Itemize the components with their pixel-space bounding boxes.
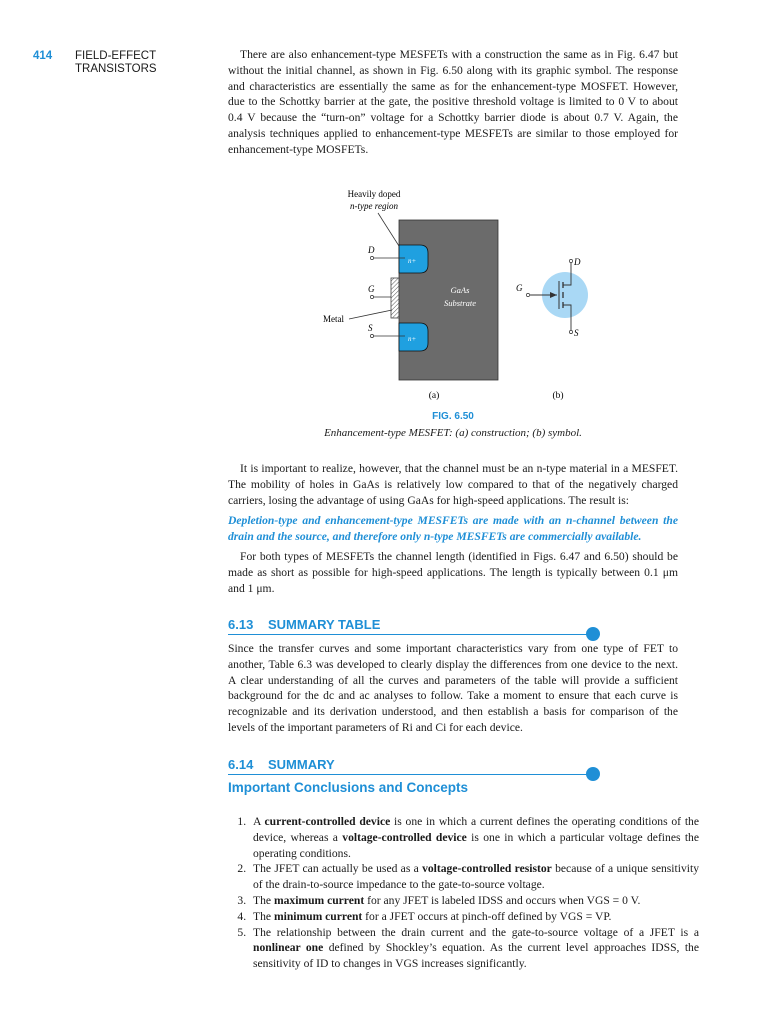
- list-item: 4. The minimum current for a JFET occurs at pinch-off defined by VGS = VP.: [249, 909, 699, 925]
- label-heavily-doped-1: Heavily doped: [347, 189, 401, 199]
- metal-gate: [391, 278, 399, 318]
- label-nplus-source: n+: [408, 335, 417, 343]
- symbol-source-terminal: [569, 330, 572, 333]
- label-d-construction: D: [368, 245, 375, 255]
- label-gaas: GaAs: [450, 285, 470, 295]
- drain-terminal: [370, 256, 373, 259]
- chapter-title: FIELD-EFFECT TRANSISTORS: [75, 50, 157, 75]
- label-nplus-drain: n+: [408, 257, 417, 265]
- para-channel: For both types of MESFETs the channel length (identified in Figs. 6.47 and 6.50) should be made as short as possible for high-speed applications. The length is typically between 0.1 μm and 1 μm.: [228, 550, 678, 595]
- symbol-gate-terminal: [526, 293, 529, 296]
- figure-caption-number: FIG. 6.50: [432, 411, 474, 422]
- label-s-construction: S: [368, 323, 373, 333]
- list-item: 2. The JFET can actually be used as a voltage-controlled resistor because of a unique sensitivity of the drain-to-source impedance to the gate-to-source voltage.: [249, 861, 699, 893]
- list-item: 5. The relationship between the drain current and the gate-to-source voltage of a JFET is a nonlinear one defined by Shockley’s equation. As the current level approaches IDSS, the sensitivity of ID to changes in VGS increases significantly.: [249, 925, 699, 972]
- label-s-symbol: S: [574, 328, 579, 338]
- section-6-13-heading: [228, 617, 688, 632]
- section-6-14-title: SUMMARY: [268, 757, 335, 772]
- section-6-13-rule: [228, 634, 593, 635]
- para-highlight: Depletion-type and enhancement-type MESFETs are made with an n-channel between the drain and the source, and therefore only n-type MESFETs are commercially available.: [228, 514, 678, 543]
- intro-paragraph: There are also enhancement-type MESFETs with a construction the same as in Fig. 6.47 but without the initial channel, as shown in Fig. 6.50 along with its graphic symbol. The response and characteristics are essentially the same as for the enhancement-type MOSFET. However, due to the Schottky barrier at the gate, the positive threshold voltage is limited to 0 V to about 0.4 V because the “turn-on” voltage for a Schottky barrier diode is about 0.7 V. Again, the analysis techniques applied to enhancement-type MESFETs are similar to those employed for enhancement-type MOSFETs.: [228, 48, 678, 156]
- figure-caption-text: Enhancement-type MESFET: (a) construction; (b) symbol.: [324, 427, 582, 439]
- label-metal: Metal: [323, 314, 344, 324]
- section-6-14-dot: [586, 767, 600, 781]
- page-number: 414: [33, 50, 53, 62]
- label-g-construction: G: [368, 284, 375, 294]
- para-realize: It is important to realize, however, that the channel must be an n-type material in a MESFET. The mobility of holes in GaAs is relatively low compared to that of the negatively charged carriers, losing the advantage of using GaAs for high-speed applications. The result is:: [228, 462, 678, 507]
- section-6-13-title: SUMMARY TABLE: [268, 617, 381, 632]
- label-b: (b): [552, 391, 564, 401]
- list-item: 3. The maximum current for any JFET is labeled IDSS and occurs when VGS = 0 V.: [249, 893, 699, 909]
- source-terminal: [370, 334, 373, 337]
- section-6-13-number: 6.13: [228, 617, 254, 632]
- list-item: 1. A current-controlled device is one in which a current defines the operating conditions of the device, whereas a voltage-controlled device is one in which a particular voltage defines the operating conditions.: [249, 814, 699, 861]
- label-a: (a): [428, 391, 440, 401]
- label-heavily-doped-2: n-type region: [350, 201, 398, 211]
- gate-terminal: [370, 295, 373, 298]
- section-6-14-number: 6.14: [228, 757, 254, 772]
- metal-pointer: [349, 310, 392, 319]
- label-g-symbol: G: [516, 283, 523, 293]
- section-6-14-heading: [228, 757, 688, 772]
- label-substrate: Substrate: [443, 298, 477, 308]
- subsection-title: Important Conclusions and Concepts: [228, 780, 469, 795]
- para-summary-table: Since the transfer curves and some important characteristics vary from one type of FET to another, Table 6.3 was developed to clearly display the differences from one device to the next. A clear understanding of all the curves and parameters of the table will provide a sufficient background for the dc and ac analyses to follow. Take a moment to ensure that each curve is recognizable and its derivation understood, and then establish a basis for comparison of the levels of the important parameters of Ri and Ci for each device.: [228, 642, 678, 734]
- mesfet-diagram: [228, 185, 678, 410]
- section-6-14-rule: [228, 774, 593, 775]
- symbol-drain-terminal: [569, 259, 572, 262]
- section-6-13-dot: [586, 627, 600, 641]
- label-d-symbol: D: [574, 257, 581, 267]
- figure-6-50: [228, 185, 678, 445]
- concepts-list: [228, 814, 699, 972]
